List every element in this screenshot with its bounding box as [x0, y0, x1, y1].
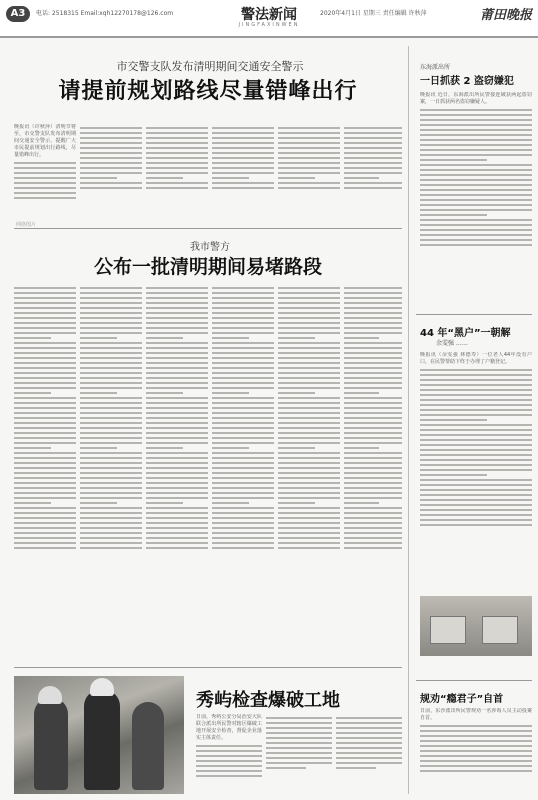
column-divider	[408, 46, 409, 794]
story1-headline: 请提前规划路线尽量错峰出行	[58, 79, 358, 104]
story3-column-3	[336, 714, 402, 794]
story1-column-6	[344, 124, 402, 218]
banner-presentation-photo	[420, 596, 532, 656]
story2-column-5	[278, 284, 340, 658]
story1-column-3	[146, 124, 208, 218]
blasting-site-inspection-photo	[14, 676, 184, 794]
story1-column-1	[14, 124, 76, 218]
page-number-badge: A3	[6, 6, 30, 22]
sidebar-item1-headline: 一日抓获 2 盗窃嫌犯	[420, 76, 514, 87]
story2-column-3	[146, 284, 208, 658]
sidebar-item2-lead: 晚报讯（余雯强 林德寿）一位老人44年没有户口，在民警帮助下终于办理了户籍登记。	[420, 352, 532, 365]
story2-column-4	[212, 284, 274, 658]
story-separator	[14, 667, 402, 668]
sidebar-separator	[416, 314, 532, 315]
story3-column-1	[196, 714, 262, 794]
story2-column-1	[14, 284, 76, 658]
page-header	[0, 0, 538, 38]
story1-column-4	[212, 124, 274, 218]
story1-lead: 晚报讯（许秋萍）清明节将至，市交警支队发布清明期间交通安全警示，提醒广大市民提前规划出行路线，尽量错峰出行。	[14, 124, 76, 158]
sidebar-item1-lead: 晚报讯 近日，东海派出所民警接连破获两起盗窃案，一日抓获两名盗窃嫌疑人。	[420, 92, 532, 105]
story3-lead: 日前，秀屿公安分局治安大队联合派出所民警对辖区爆破工地开展安全检查，督促企业落实主体责任。	[196, 714, 262, 741]
section-pinyin: JINGFAXINWEN	[238, 22, 300, 28]
newspaper-logo: 莆田晚报	[479, 8, 532, 23]
story1-column-5	[278, 124, 340, 218]
sidebar-separator	[416, 680, 532, 681]
contact-info: 电话: 2518315 Email:xqh12270178@126.com	[36, 10, 174, 17]
sidebar-item2-kicker: 余雯强 ……	[436, 340, 468, 347]
story2-headline: 公布一批清明期间易堵路段	[93, 256, 322, 278]
sidebar-item1-kicker: 东海派出所	[420, 64, 451, 71]
sidebar-item3-lead: 日前，东沙派出所民警规劝一名涉毒人员主动投案自首。	[420, 708, 532, 721]
sidebar-item3-headline: 规劝“瘾君子”自首	[420, 694, 504, 705]
story2-column-6	[344, 284, 402, 658]
story3-headline: 秀屿检查爆破工地	[196, 690, 340, 711]
story1-column-2	[80, 124, 142, 218]
sidebar-item2-headline: 44 年“黑户”一朝解	[420, 328, 511, 339]
story2-column-2	[80, 284, 142, 658]
story-separator	[14, 228, 402, 229]
section-title: 警法新闻	[241, 7, 297, 23]
sidebar-item2-body	[420, 352, 532, 590]
story3-column-2	[266, 714, 332, 794]
story1-kicker: 市交警支队发布清明期间交通安全警示	[116, 60, 304, 73]
photo-credit: 网络图片	[16, 222, 37, 228]
sidebar-item1-body	[420, 92, 532, 306]
story2-kicker: 我市警方	[190, 242, 230, 253]
sidebar-item3-body	[420, 708, 532, 794]
issue-info: 2020年4月1日 星期三 责任编辑 许秋萍	[320, 10, 427, 17]
